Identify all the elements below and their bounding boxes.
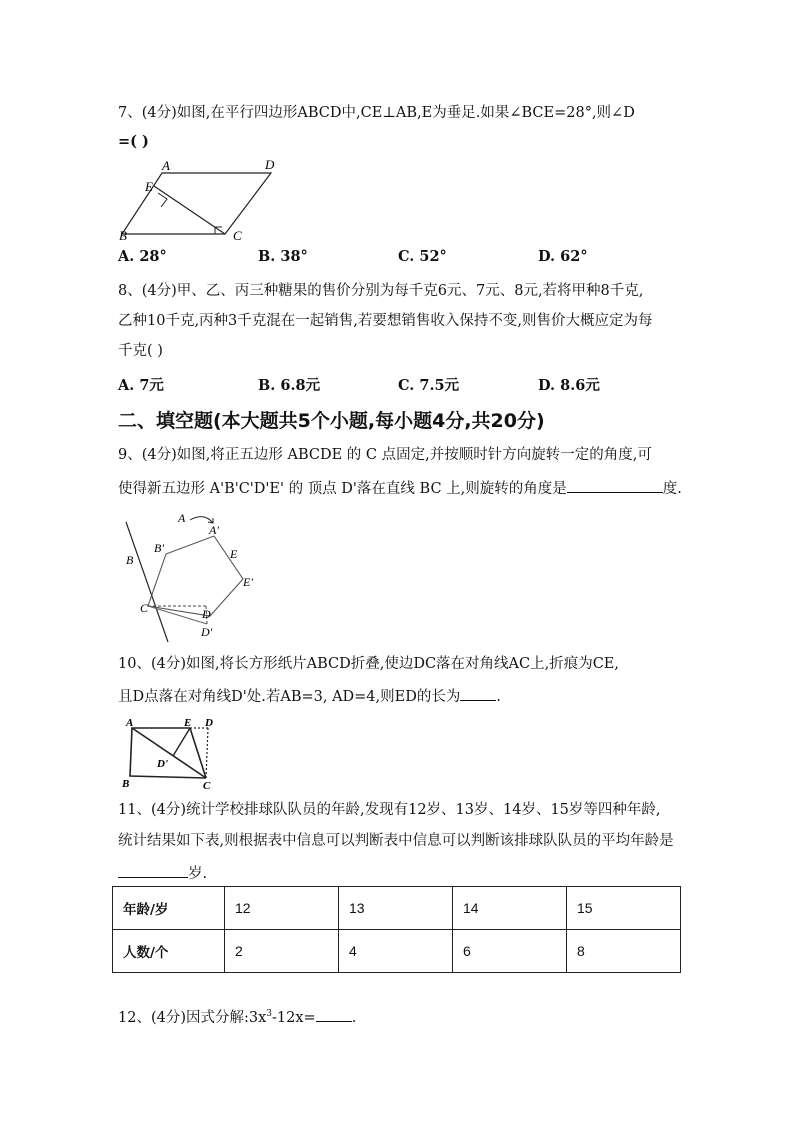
q9-label-c: C — [140, 601, 149, 615]
q7-segment-ce — [154, 186, 225, 234]
table-row-header: 人数/个 — [113, 930, 225, 973]
q8-option-c: C. 7.5元 — [398, 377, 460, 394]
q7-label-b: B — [119, 228, 127, 243]
q9-line-bc — [126, 522, 168, 642]
q11-line-1: 11、(4分)统计学校排球队队员的年龄,发现有12岁、13岁、14岁、15岁等四种年龄, — [118, 802, 661, 818]
q10-line-1: 10、(4分)如图,将长方形纸片ABCD折叠,使边DC落在对角线AC上,折痕为CE, — [118, 656, 620, 672]
q12-line — [118, 1005, 356, 1027]
q9-label-b1: B' — [154, 541, 164, 555]
q9-answer-blank[interactable] — [567, 478, 663, 493]
table-cell: 4 — [339, 930, 453, 973]
q11-answer-blank[interactable] — [118, 863, 188, 878]
q9-label-e1: E' — [243, 575, 253, 589]
table-cell: 15 — [567, 887, 681, 930]
q10-answer-blank[interactable] — [460, 686, 496, 701]
q9-segment-c-d1 — [148, 606, 207, 624]
table-cell: 2 — [225, 930, 339, 973]
table-row — [113, 930, 681, 973]
q10-fold-ce — [190, 728, 206, 778]
q7-right-angle-mark — [158, 193, 167, 207]
q7-label-e: E — [145, 179, 153, 194]
q7-line-1: 7、(4分)如图,在平行四边形ABCD中,CE⊥AB,E为垂足.如果∠BCE=28°,则∠D — [118, 105, 635, 121]
q9-line-2 — [118, 478, 682, 498]
q7-option-c: C. 52° — [398, 248, 447, 265]
q7-label-a: A — [162, 158, 170, 173]
table-cell: 13 — [339, 887, 453, 930]
q10-label-e: E — [184, 717, 192, 729]
q12-text-rest: -12x= — [272, 1009, 316, 1026]
q7-line-2: =( ) — [118, 133, 149, 150]
q10-label-d: D — [205, 717, 213, 729]
q10-label-a: A — [126, 717, 134, 729]
table-cell: 12 — [225, 887, 339, 930]
q9-label-d: D — [202, 607, 211, 621]
q7-option-a: A. 28° — [118, 248, 167, 265]
q12-exponent: 3 — [266, 1009, 273, 1019]
q9-line-1: 9、(4分)如图,将正五边形 ABCDE 的 C 点固定,并按顺时针方向旋转一定的角度,可 — [118, 447, 652, 463]
q10-line-2-end: . — [496, 689, 501, 705]
q9-label-b: B — [126, 553, 134, 567]
q7-option-b: B. 38° — [258, 248, 308, 265]
q10-diagonal-ac — [132, 728, 206, 778]
q9-label-a: A — [178, 511, 186, 525]
q7-label-c: C — [233, 228, 242, 243]
q8-option-d: D. 8.6元 — [538, 377, 600, 394]
q7-label-d: D — [265, 157, 275, 172]
q10-segment-ed1 — [173, 728, 190, 756]
q12-text: 12、(4分)因式分解:3x — [118, 1009, 267, 1026]
table-cell: 8 — [567, 930, 681, 973]
q12-answer-blank[interactable] — [316, 1007, 352, 1022]
q10-label-b: B — [122, 778, 130, 790]
table-row-header: 年龄/岁 — [113, 887, 225, 930]
q11-line-3 — [118, 863, 207, 883]
q8-line-2: 乙种10千克,丙种3千克混在一起销售,若要想销售收入保持不变,则售价大概应定为每 — [118, 313, 653, 329]
q7-option-d: D. 62° — [538, 248, 588, 265]
q9-label-a1: A' — [209, 523, 219, 537]
q10-line-2 — [118, 686, 501, 706]
q10-label-d1: D' — [157, 758, 168, 770]
q10-dashed-dc — [206, 728, 208, 778]
table-cell: 6 — [453, 930, 567, 973]
table-row — [113, 887, 681, 930]
q9-label-e: E — [230, 547, 238, 561]
q10-rectangle-figure — [118, 716, 228, 792]
q8-option-a: A. 7元 — [118, 377, 164, 394]
q7-parallelogram-figure — [116, 156, 286, 244]
age-table — [112, 886, 681, 973]
q9-label-d1: D' — [201, 625, 213, 639]
q12-end: . — [351, 1009, 357, 1026]
q8-line-1: 8、(4分)甲、乙、丙三种糖果的售价分别为每千克6元、7元、8元,若将甲种8千克, — [118, 283, 644, 299]
q8-line-3: 千克( ) — [118, 343, 163, 359]
table-cell: 14 — [453, 887, 567, 930]
q10-label-c: C — [203, 780, 211, 792]
q9-line-2-end: 度. — [662, 481, 682, 497]
q8-option-b: B. 6.8元 — [258, 377, 321, 394]
q9-line-2-text: 使得新五边形 A'B'C'D'E' 的 顶点 D'落在直线 BC 上,则旋转的角度是 — [118, 481, 567, 497]
section-2-heading: 二、填空题(本大题共5个小题,每小题4分,共20分) — [118, 410, 545, 432]
q11-line-2: 统计结果如下表,则根据表中信息可以判断表中信息可以判断该排球队队员的平均年龄是 — [118, 833, 674, 849]
q10-line-2-text: 且D点落在对角线D'处.若AB=3, AD=4,则ED的长为 — [118, 689, 461, 705]
q9-pentagon-figure — [118, 508, 268, 646]
q11-line-3-end: 岁. — [188, 866, 208, 882]
